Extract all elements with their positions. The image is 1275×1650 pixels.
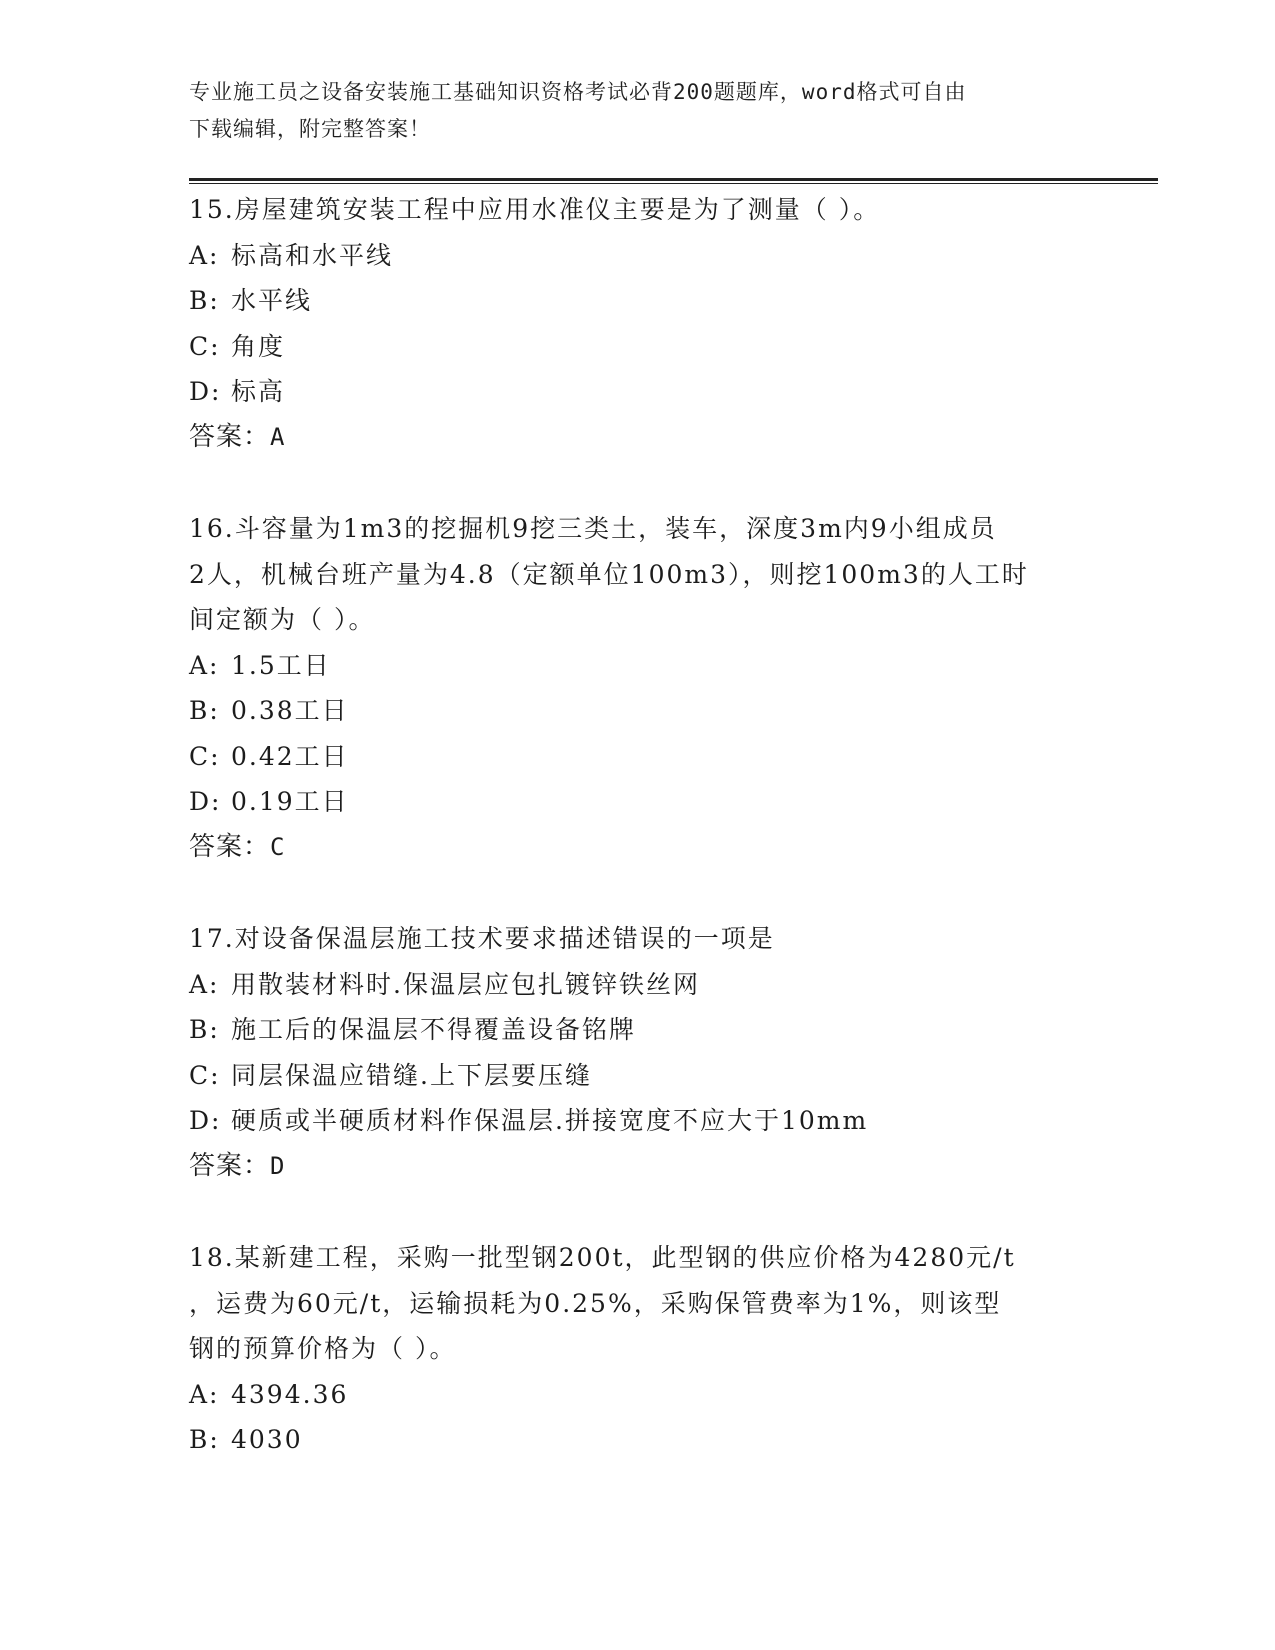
answer-value: D (270, 1151, 286, 1180)
option-key: C: (189, 741, 221, 771)
answer-value: C (270, 832, 286, 861)
question-stem-line-2: 2人，机械台班产量为4.8（定额单位100m3），则挖100m3的人工时 (189, 559, 1029, 589)
document-header (189, 74, 1069, 148)
option-text: 4030 (231, 1425, 303, 1454)
option-text: 标高 (231, 377, 286, 406)
option-text: 角度 (231, 331, 286, 361)
option-d (189, 1098, 1089, 1144)
option-text: 水平线 (231, 286, 313, 315)
header-line-2: 下载编辑，附完整答案！ (189, 117, 431, 141)
option-text: 用散装材料时.保温层应包扎镀锌铁丝网 (231, 969, 700, 999)
question-stem-line-3: 间定额为（ ）。 (189, 605, 376, 634)
header-divider-thick (189, 178, 1158, 181)
option-b (189, 1007, 1089, 1053)
option-key: A: (189, 1379, 220, 1409)
option-c (189, 1053, 1089, 1099)
header-divider-thin (189, 183, 1158, 184)
question-stem-line-3: 钢的预算价格为（ ）。 (189, 1334, 457, 1363)
question-18 (189, 1235, 1089, 1463)
option-c (189, 734, 1089, 780)
option-text: 硬质或半硬质材料作保温层.拼接宽度不应大于10mm (231, 1106, 869, 1135)
question-17 (189, 916, 1089, 1189)
option-key: A: (189, 969, 220, 999)
option-text: 同层保温应错缝.上下层要压缝 (231, 1060, 592, 1090)
option-key: C: (189, 331, 221, 361)
option-key: D: (189, 787, 222, 816)
option-b (189, 688, 1089, 734)
question-16 (189, 506, 1089, 870)
option-d (189, 779, 1089, 825)
header-line-1: 专业施工员之设备安装施工基础知识资格考试必背200题题库，word格式可自由 (189, 80, 967, 104)
answer-label: 答案： (189, 1150, 271, 1181)
option-text: 4394.36 (231, 1379, 349, 1409)
option-text: 0.38工日 (231, 696, 349, 725)
option-key: B: (189, 696, 220, 725)
question-15 (189, 187, 1089, 460)
answer-label: 答案： (189, 831, 271, 862)
question-list (189, 187, 1089, 1509)
question-stem-line-1: 16.斗容量为1m3的挖掘机9挖三类土，装车，深度3m内9小组成员 (189, 514, 997, 543)
option-key: B: (189, 1425, 220, 1454)
option-key: B: (189, 1015, 220, 1044)
option-key: C: (189, 1060, 221, 1090)
answer-value: A (270, 422, 286, 451)
option-text: 0.19工日 (231, 787, 349, 816)
question-stem-line-2: ，运费为60元/t，运输损耗为0.25%，采购保管费率为1%，则该型 (189, 1288, 1002, 1318)
option-text: 标高和水平线 (231, 240, 394, 270)
option-key: A: (189, 240, 220, 270)
option-key: D: (189, 1106, 222, 1135)
option-text: 1.5工日 (231, 650, 331, 680)
option-a (189, 1372, 1089, 1418)
option-b (189, 278, 1089, 324)
option-text: 施工后的保温层不得覆盖设备铭牌 (231, 1015, 637, 1044)
question-stem: 15.房屋建筑安装工程中应用水准仪主要是为了测量（ ）。 (189, 195, 881, 224)
option-b (189, 1417, 1089, 1463)
question-stem: 17.对设备保温层施工技术要求描述错误的一项是 (189, 924, 775, 953)
answer-line (189, 1144, 1089, 1190)
option-key: A: (189, 650, 220, 680)
option-key: B: (189, 286, 220, 315)
option-a (189, 233, 1089, 279)
option-text: 0.42工日 (231, 741, 349, 771)
option-a (189, 643, 1089, 689)
answer-line (189, 825, 1089, 871)
option-d (189, 369, 1089, 415)
question-stem-line-1: 18.某新建工程，采购一批型钢200t，此型钢的供应价格为4280元/t (189, 1243, 1016, 1272)
option-c (189, 324, 1089, 370)
option-a (189, 962, 1089, 1008)
option-key: D: (189, 377, 222, 406)
answer-label: 答案： (189, 421, 271, 452)
answer-line (189, 415, 1089, 461)
